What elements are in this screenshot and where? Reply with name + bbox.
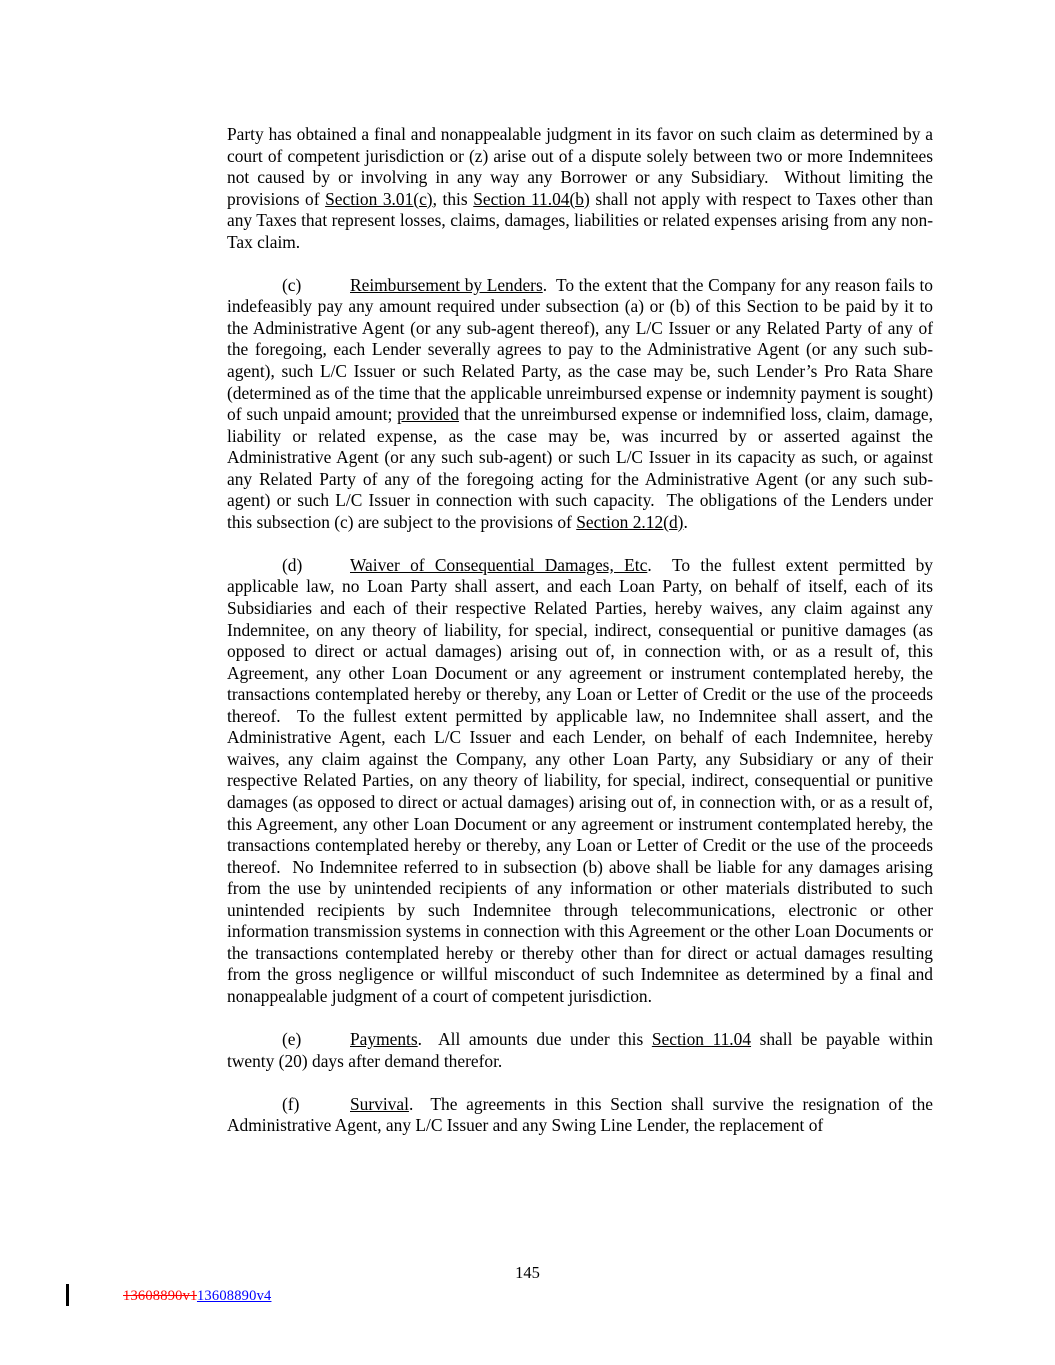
text-segment: . The agreements in this Section shall survive the resignation of the Administrative Agent, any L/C Issuer and any Swing Line Lender, the replacement of	[227, 1093, 933, 1136]
underlined-text: Reimbursement by Lenders	[350, 274, 543, 295]
paragraph	[227, 124, 933, 253]
subsection-label: (e)	[282, 1028, 302, 1049]
paragraph	[227, 1094, 933, 1137]
text-segment: shall not apply with respect to Taxes other than any Taxes that represent losses, claims, damages, liabilities or related expenses arising from any non-Tax claim.	[227, 188, 934, 252]
subsection-label: (c)	[282, 274, 302, 295]
underlined-text: Section 11.04	[651, 1028, 752, 1049]
deleted-revision-number: 13608890v1	[123, 1288, 197, 1304]
text-segment: . To the extent that the Company for any reason fails to indefeasibly pay any amount required under subsection (a) or (b) of this Section to be paid by it to the Administrative Agent (or any sub-agent thereof), any L/C Issuer or any Related Party of any of the foregoing, each Lender severally agrees to pay to the Administrative Agent (or any such sub-agent), such L/C Issuer or such Related Party, as the case may be, such Lender’s Pro Rata Share (determined as of the time that the applicable unreimbursed expense or indemnity payment is sought) of such unpaid amount;	[227, 274, 933, 425]
underlined-text: Waiver of Consequential Damages, Etc	[350, 554, 648, 575]
footer-revisions	[123, 1287, 271, 1305]
text-segment: Party has obtained a final and nonappealable judgment in its favor on such claim as determined by a court of competent jurisdiction or (z) arise out of a dispute solely between two or more Indemnitees not caused by or involving in any way any Borrower or any Subsidiary. Without limiting the provisions of	[227, 124, 933, 209]
text-segment: . All amounts due under this	[417, 1028, 652, 1049]
underlined-text: provided	[397, 404, 459, 425]
underlined-text: Survival	[350, 1093, 409, 1114]
text-segment: that the unreimbursed expense or indemnified loss, claim, damage, liability or related expense, as the case may be, was incurred by or asserted against the Administrative Agent (or any such sub-agent) or such L/C Issuer in its capacity as such, or against any Related Party of any of the foregoing acting for the Administrative Agent (or any such sub-agent) or such L/C Issuer in connection with such capacity. The obligations of the Lenders under this subsection (c) are subject to the provisions of	[227, 404, 933, 532]
underlined-text: Section 11.04(b)	[473, 188, 590, 209]
underlined-text: Section 2.12(d)	[576, 511, 684, 532]
underlined-text: Section 3.01(c)	[325, 188, 433, 209]
paragraph	[227, 275, 933, 534]
subsection-label: (d)	[282, 554, 303, 575]
paragraph	[227, 555, 933, 1007]
change-bar	[66, 1284, 69, 1306]
text-segment: shall be payable within twenty (20) days after demand therefor.	[227, 1028, 934, 1071]
text-segment: .	[683, 511, 688, 532]
text-segment: . To the fullest extent permitted by applicable law, no Loan Party shall assert, and each Loan Party, on behalf of itself, each of its Subsidiaries and each of their respective Related Parties, hereby waives, any claim against any Indemnitee, on any theory of liability, for special, indirect, consequential or punitive damages (as opposed to direct or actual damages) arising out of, in connection with, or as a result of, this Agreement, any other Loan Document or any agreement or instrument contemplated hereby, the transactions contemplated hereby or thereby, any Loan or Letter of Credit or the use of the proceeds thereof. To the fullest extent permitted by applicable law, no Indemnitee shall assert, and the Administrative Agent, each L/C Issuer and each Lender, on behalf of each Indemnitee, hereby waives, any claim against the Company, any other Loan Party, any Subsidiary or any of their respective Related Parties, on any theory of liability, for special, indirect, consequential or punitive damages (as opposed to direct or actual damages) arising out of, in connection with, or as a result of, this Agreement, any other Loan Document or any agreement or instrument contemplated hereby, the transactions contemplated hereby or thereby, any Loan or Letter of Credit or the use of the proceeds thereof. No Indemnitee referred to in subsection (b) above shall be liable for any damages arising from the use by unintended recipients of any information or other materials distributed to such unintended recipients by such Indemnitee through telecommunications, electronic or other information transmission systems in connection with this Agreement or the other Loan Documents or the transactions contemplated hereby or thereby other than for direct or actual damages resulting from the gross negligence or willful misconduct of such Indemnitee as determined by a final and nonappealable judgment of a court of competent jurisdiction.	[227, 554, 933, 1006]
underlined-text: Payments	[350, 1028, 418, 1049]
text-segment: , this	[432, 188, 474, 209]
inserted-revision-number: 13608890v4	[196, 1288, 272, 1304]
document-body	[227, 124, 933, 1137]
paragraph	[227, 1029, 933, 1072]
subsection-label: (f)	[282, 1093, 300, 1114]
page-number: 145	[515, 1263, 540, 1282]
